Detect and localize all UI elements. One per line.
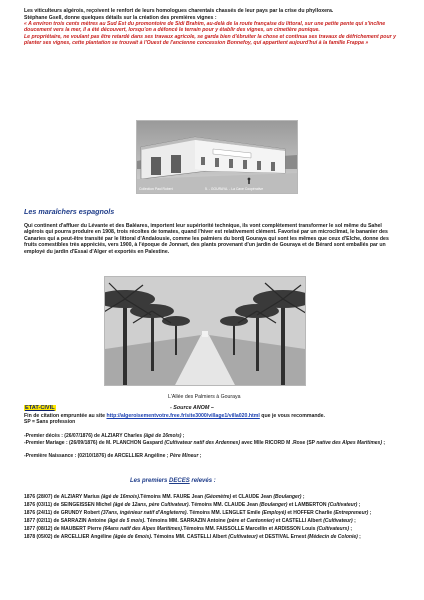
premier-mariage-line: -Premier Mariage : (26/09/1876) de M. PLANCHON Gaspard (Cultivateur natif des Ardennes) avec Mlle RICORD M .Rose (SP native des Alpes Maritimes) ;: [24, 440, 386, 446]
allee-palmiers-photo: [104, 276, 306, 386]
maraichers-paragraph: Qui continent d'affluer du Lévante et des Baléares, importent leur supériorité technique, ils vont complètement transformer le sol même du Sahel algérois qui pourra produire en 1908, trois récoltes de tomates, quand l'hiver est relativement clément. Favorisé par un microclimat, le bananier des Canaries qui a peut-être transité par le littoral d'Andalousie, comme les palmiers du bordj Gouraya qui sont les mêmes que ceux d'Elche, donne des fruits comestibles très appréciés, vers 1900, à l'époque de Jonnart, des plants provenant d'un jardin de Gouraya et de Bérard sont emballés par un employé du jardin d'Essai d'Alger et exportés en Palestine.: [24, 223, 389, 255]
etat-civil-source: - Source ANOM –: [170, 405, 214, 411]
cave-cooperative-photo: [136, 120, 298, 194]
sp-legend: SP = Sans profession: [24, 419, 76, 425]
intro-paragraph-2: Stéphane Gsell, donne quelques détails sur la création des premières vignes :: [24, 14, 217, 21]
deces-title: Les premiers DECES relevés :: [130, 478, 216, 484]
allee-palmiers-image: [105, 277, 305, 385]
premiere-naissance-line: -Première Naissance : (02/10/1876) de ARCELLIER Angéline ; Père Mineur ;: [24, 453, 202, 459]
photo2-caption: L'Allée des Palmiers à Gouraya: [168, 394, 241, 400]
intro-paragraph-1: Les viticulteurs algérois, reçoivent le renfort de leurs homologues charentais chassés de leur pays par la crise du phylloxera.: [24, 8, 334, 14]
deces-row: 1876 (03/11) de SEINGEISSEN Michel (âgé de 12ans, père Cultivateur). Témoins MM. CLAUDE Jean (Boulanger) et LAMBERTON (Cultivateur) ;: [24, 502, 361, 508]
citation-suffix: que je vous recommande.: [259, 413, 325, 419]
etat-civil-label: ETAT-CIVIL: [25, 405, 55, 411]
intro-quote-continued: Le propriétaire, ne voulant pas être retardé dans ses travaux agricole, se garda bien d'ébruiter la chose et continua ses travaux de défrichement pour y planter ses vignes, cette plantation se trouvait à l'Ouest de l'ancienne concession Bonnefoy, qui appartient aujourd'hui à la famille Frappa »: [24, 34, 396, 47]
citation-link[interactable]: http://algeroisementvotre.free.fr/site3000/village1/villa020.html: [106, 413, 260, 419]
citation-prefix: Fin de citation empruntée au site: [24, 413, 107, 419]
photo1-caption-left: Collection Paul Robert: [139, 187, 173, 191]
photo1-caption-right: 5. - GOURAYA. - La Cave Coopérative: [205, 187, 264, 191]
cave-cooperative-image: [137, 121, 297, 193]
section-heading-maraichers: Les maraîchers espagnols: [24, 207, 115, 216]
deces-row: 1876 (28/07) de ALZIARY Marius (âgé de 16mois).Témoins MM. FAURE Jean (Géomètre) et CLAUDE Jean (Boulanger) ;: [24, 494, 305, 500]
deces-row: 1877 (08/12) de MAUBERT Pierre (64ans natif des Alpes Maritimes).Témoins MM. FAISSOLLE Marcellin et ARDISSON Louis (Cultivateurs) ;: [24, 526, 353, 532]
deces-row: 1876 (24/11) de GRUNDY Robert (37ans, ingénieur natif d'Angleterre). Témoins MM. LENGLET Emile (Employé) et HOFFER Charlie (Entrepreneur) ;: [24, 510, 372, 516]
deces-row: 1878 (05/02) de ARCELLIER Angéline (âgée de 6mois). Témoins MM. CASTELLI Albert (Cultivateur) et DESTIVAL Ernest (Médecin de Colonie) ;: [24, 534, 361, 540]
deces-row: 1877 (02/11) de SARRAZIN Antoine (âgé de 5 mois). Témoins MM. SARRAZIN Antoine (père et Cantonnier) et CASTELLI Albert (Cultivateur) ;: [24, 518, 356, 524]
premier-deces-line: -Premier décès : (26/07/1876) de ALZIARY Charles (âgé de 16mois) ;: [24, 433, 185, 439]
intro-quote: « A environ trois cents mètres au Sud Est du promontoire de Sidi Brahim, au-delà de la route française du littoral, sur une petite pente qui s'incline doucement vers la mer, il a été découvert, lorsqu'on a défoncé le terrain pour y établir des vignes, un cimetière punique.: [24, 21, 386, 34]
